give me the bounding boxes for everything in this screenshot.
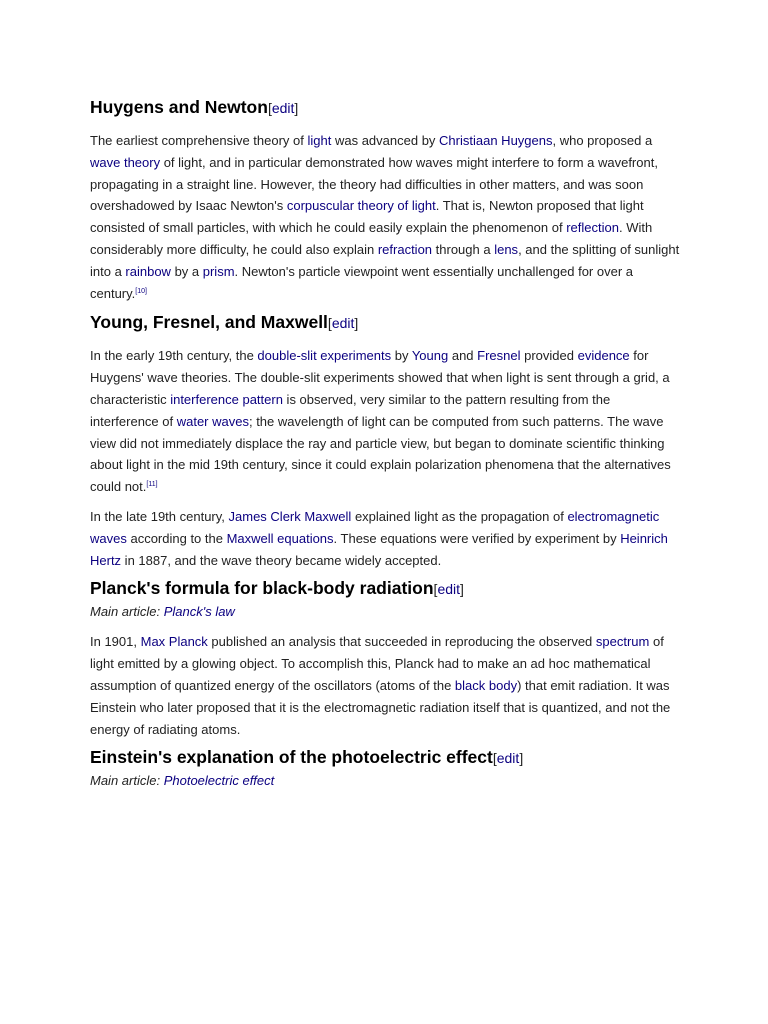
paragraph xyxy=(90,631,680,740)
edit-link[interactable]: edit xyxy=(271,100,295,116)
paragraph-text: The earliest comprehensive theory of xyxy=(90,133,308,148)
section-heading-young-fresnel-maxwell xyxy=(90,309,680,336)
paragraph-text: explained light as the propagation of xyxy=(351,508,568,524)
edit-link[interactable]: edit xyxy=(437,581,461,598)
paragraph-text: , who proposed a xyxy=(552,133,653,148)
section-title: Young, Fresnel, and Maxwell xyxy=(90,312,328,333)
paragraph-text: according to the xyxy=(126,530,227,546)
paragraph-text: by a xyxy=(170,263,203,279)
main-article-hatnote xyxy=(90,771,680,791)
inline-link-max-planck[interactable]: Max Planck xyxy=(140,634,208,650)
paragraph-text: by xyxy=(391,348,412,364)
citation xyxy=(135,288,147,295)
inline-link-young[interactable]: Young xyxy=(411,348,449,364)
inline-link-water-waves[interactable]: water waves xyxy=(176,413,249,429)
citation xyxy=(146,481,157,488)
paragraph-text: in 1887, and the wave theory became widely accepted. xyxy=(121,552,442,568)
paragraph-text: of light emitted by a glowing object. To accomplish this, Planck had to make an ad hoc mathematical assumption of quantized energy of the oscillators (atoms of the xyxy=(90,634,664,693)
paragraph-text: and xyxy=(448,348,478,364)
inline-link-maxwell-equations[interactable]: Maxwell equations xyxy=(226,530,334,546)
main-article-hatnote xyxy=(90,602,680,622)
article-content xyxy=(90,94,680,791)
inline-link-electromagnetic-waves[interactable]: electromagnetic waves xyxy=(90,508,660,546)
paragraph-text: . With considerably more difficulty, he could also explain xyxy=(90,220,653,257)
section-title: Einstein's explanation of the photoelectric effect xyxy=(90,747,493,768)
paragraph-text: through a xyxy=(432,241,495,257)
section-title: Huygens and Newton xyxy=(90,97,268,117)
section-heading-huygens-newton xyxy=(90,94,680,121)
paragraph-text: was advanced by xyxy=(331,133,440,148)
hatnote-prefix: Main article: xyxy=(90,773,164,789)
paragraph-text: In the late 19th century, xyxy=(90,508,229,524)
section-heading-einstein xyxy=(90,744,680,771)
edit-link[interactable]: edit xyxy=(331,315,355,332)
inline-link-lens[interactable]: lens xyxy=(494,241,519,257)
paragraph-text: for Huygens' wave theories. The double-slit experiments showed that when light is sent through a grid, a characteristic xyxy=(90,348,670,407)
paragraph-text: . That is, Newton proposed that light consisted of small particles, with which he could easily explain the phenomenon of xyxy=(90,198,644,236)
inline-link-fresnel[interactable]: Fresnel xyxy=(477,348,521,364)
hatnote-prefix: Main article: xyxy=(90,604,164,620)
citation-link[interactable]: [10] xyxy=(135,287,147,295)
edit-link[interactable]: edit xyxy=(496,750,520,767)
paragraph-text: is observed, very similar to the pattern resulting from the interference of xyxy=(90,391,611,429)
edit-link-wrapper: [edit] xyxy=(433,581,464,598)
main-article-link[interactable]: Photoelectric effect xyxy=(163,773,275,789)
section-heading-planck xyxy=(90,575,680,602)
paragraph-text: , and the splitting of sunlight into a xyxy=(90,241,680,279)
paragraph-text: ) that emit radiation. It was Einstein who later proposed that it is the electromagnetic radiation itself that is quantized, and not the energy of radiating atoms. xyxy=(90,677,671,737)
inline-link-light[interactable]: light xyxy=(307,133,332,148)
inline-link-rainbow[interactable]: rainbow xyxy=(125,263,171,279)
inline-link-evidence[interactable]: evidence xyxy=(577,348,630,364)
paragraph-text: ; the wavelength of light can be computed from such patterns. The wave view did not immediately displace the ray and particle view, but began to dominate scientific thinking about light in the mid 19th century, since it could explain polarization phenomena that the alternatives could not. xyxy=(90,413,671,495)
paragraph-text: . These equations were verified by experiment by xyxy=(333,530,621,546)
paragraph-text: In 1901, xyxy=(90,634,141,650)
main-article-link[interactable]: Planck's law xyxy=(163,604,235,620)
inline-link-heinrich-hertz[interactable]: Heinrich Hertz xyxy=(90,530,668,568)
inline-link-prism[interactable]: prism xyxy=(202,263,235,279)
paragraph-text: published an analysis that succeeded in reproducing the observed xyxy=(207,634,596,650)
paragraph-text: . Newton's particle viewpoint went essentially unchallenged for over a century. xyxy=(90,263,634,301)
inline-link-christiaan-huygens[interactable]: Christiaan Huygens xyxy=(439,133,553,148)
section-title: Planck's formula for black-body radiation xyxy=(90,578,434,599)
citation-link[interactable]: [11] xyxy=(146,481,158,489)
edit-link-wrapper: [edit] xyxy=(267,100,299,116)
paragraph-text: provided xyxy=(520,348,578,364)
inline-link-refraction[interactable]: refraction xyxy=(377,241,433,257)
paragraph xyxy=(90,345,680,498)
inline-link-wave-theory[interactable]: wave theory xyxy=(90,154,161,170)
paragraph-text: In the early 19th century, the xyxy=(90,348,258,364)
edit-link-wrapper: [edit] xyxy=(327,315,359,332)
inline-link-reflection[interactable]: reflection xyxy=(566,220,619,236)
paragraph xyxy=(90,506,680,571)
inline-link-james-clerk-maxwell[interactable]: James Clerk Maxwell xyxy=(228,508,352,524)
inline-link-spectrum[interactable]: spectrum xyxy=(595,634,650,650)
inline-link-double-slit-experiments[interactable]: double-slit experiments xyxy=(257,348,392,364)
edit-link-wrapper: [edit] xyxy=(492,750,524,767)
paragraph xyxy=(90,130,680,304)
inline-link-corpuscular-theory-of-light[interactable]: corpuscular theory of light xyxy=(286,198,436,214)
paragraph-text: of light, and in particular demonstrated how waves might interfere to form a wavefront, propagating in a straight line. However, the theory had difficulties in other matters, and was soon overshadowed by Isaac Newton's xyxy=(90,154,658,214)
inline-link-black-body[interactable]: black body xyxy=(454,677,518,693)
inline-link-interference-pattern[interactable]: interference pattern xyxy=(170,391,283,407)
